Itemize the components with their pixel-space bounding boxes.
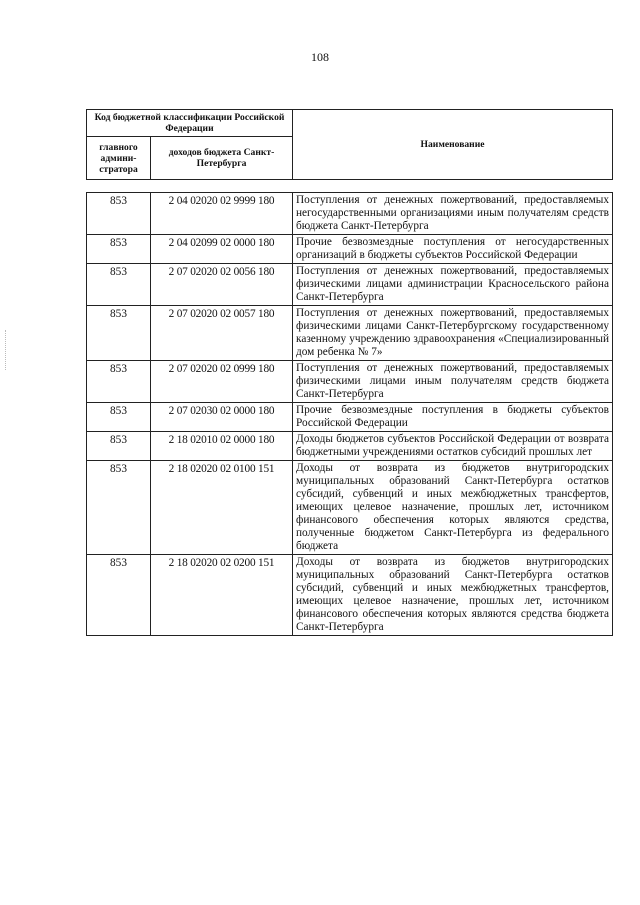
budget-code-cell: 2 04 02099 02 0000 180: [151, 235, 293, 264]
name-cell: Доходы бюджетов субъектов Российской Федерации от возврата бюджетными учреждениями остатков субсидий прошлых лет: [293, 432, 613, 461]
admin-code-cell: 853: [87, 235, 151, 264]
name-cell: Прочие безвозмездные поступления в бюджеты субъектов Российской Федерации: [293, 403, 613, 432]
table-row: [87, 235, 613, 264]
admin-code-cell: 853: [87, 361, 151, 403]
budget-code-cell: 2 18 02010 02 0000 180: [151, 432, 293, 461]
admin-code-cell: 853: [87, 555, 151, 636]
table-row: [87, 432, 613, 461]
admin-code-cell: 853: [87, 193, 151, 235]
name-cell: Поступления от денежных пожертвований, предоставляемых негосударственными организациями иным получателям средств бюджета Санкт-Петербурга: [293, 193, 613, 235]
name-cell: Поступления от денежных пожертвований, предоставляемых физическими лицами иным получателям средств бюджета Санкт-Петербурга: [293, 361, 613, 403]
admin-code-cell: 853: [87, 461, 151, 555]
data-table: [86, 192, 613, 636]
admin-code-cell: 853: [87, 264, 151, 306]
name-cell: Поступления от денежных пожертвований, предоставляемых физическими лицами администрации Красносельского района Санкт-Петербурга: [293, 264, 613, 306]
table-row: [87, 306, 613, 361]
name-cell: Доходы от возврата из бюджетов внутригородских муниципальных образований Санкт-Петербурга остатков субсидий, субвенций и иных межбюджетных трансфертов, имеющих целевое назначение, прошлых лет, источником финансового обеспечения которых являются средства бюджета Санкт-Петербурга: [293, 555, 613, 636]
table-row: [87, 555, 613, 636]
admin-code-cell: 853: [87, 306, 151, 361]
header-chief-admin: главного админи-стратора: [87, 137, 151, 180]
header-name: Наименование: [293, 110, 613, 180]
admin-code-cell: 853: [87, 403, 151, 432]
table-row: [87, 361, 613, 403]
name-cell: Поступления от денежных пожертвований, предоставляемых физическими лицами Санкт-Петербургскому государственному казенному учреждению здравоохранения «Специализированный дом ребенка № 7»: [293, 306, 613, 361]
budget-code-cell: 2 18 02020 02 0200 151: [151, 555, 293, 636]
admin-code-cell: 853: [87, 432, 151, 461]
table-row: [87, 461, 613, 555]
name-cell: Прочие безвозмездные поступления от негосударственных организаций в бюджеты субъектов Российской Федерации: [293, 235, 613, 264]
table-header: [86, 109, 613, 180]
table-row: [87, 403, 613, 432]
header-code-group: Код бюджетной классификации Российской Федерации: [87, 110, 293, 137]
scan-artifact: [5, 330, 7, 370]
page-number: 108: [311, 50, 329, 64]
budget-code-cell: 2 04 02020 02 9999 180: [151, 193, 293, 235]
header-revenue: доходов бюджета Санкт-Петербурга: [151, 137, 293, 180]
budget-code-cell: 2 07 02030 02 0000 180: [151, 403, 293, 432]
table-row: [87, 193, 613, 235]
budget-code-cell: 2 18 02020 02 0100 151: [151, 461, 293, 555]
budget-code-cell: 2 07 02020 02 0056 180: [151, 264, 293, 306]
budget-code-cell: 2 07 02020 02 0057 180: [151, 306, 293, 361]
name-cell: Доходы от возврата из бюджетов внутригородских муниципальных образований Санкт-Петербурга остатков субсидий, субвенций и иных межбюджетных трансфертов, имеющих целевое назначение, прошлых лет, источником финансового обеспечения которых являются средства, полученные бюджетом Санкт-Петербурга из федерального бюджета: [293, 461, 613, 555]
budget-code-cell: 2 07 02020 02 0999 180: [151, 361, 293, 403]
table-row: [87, 264, 613, 306]
